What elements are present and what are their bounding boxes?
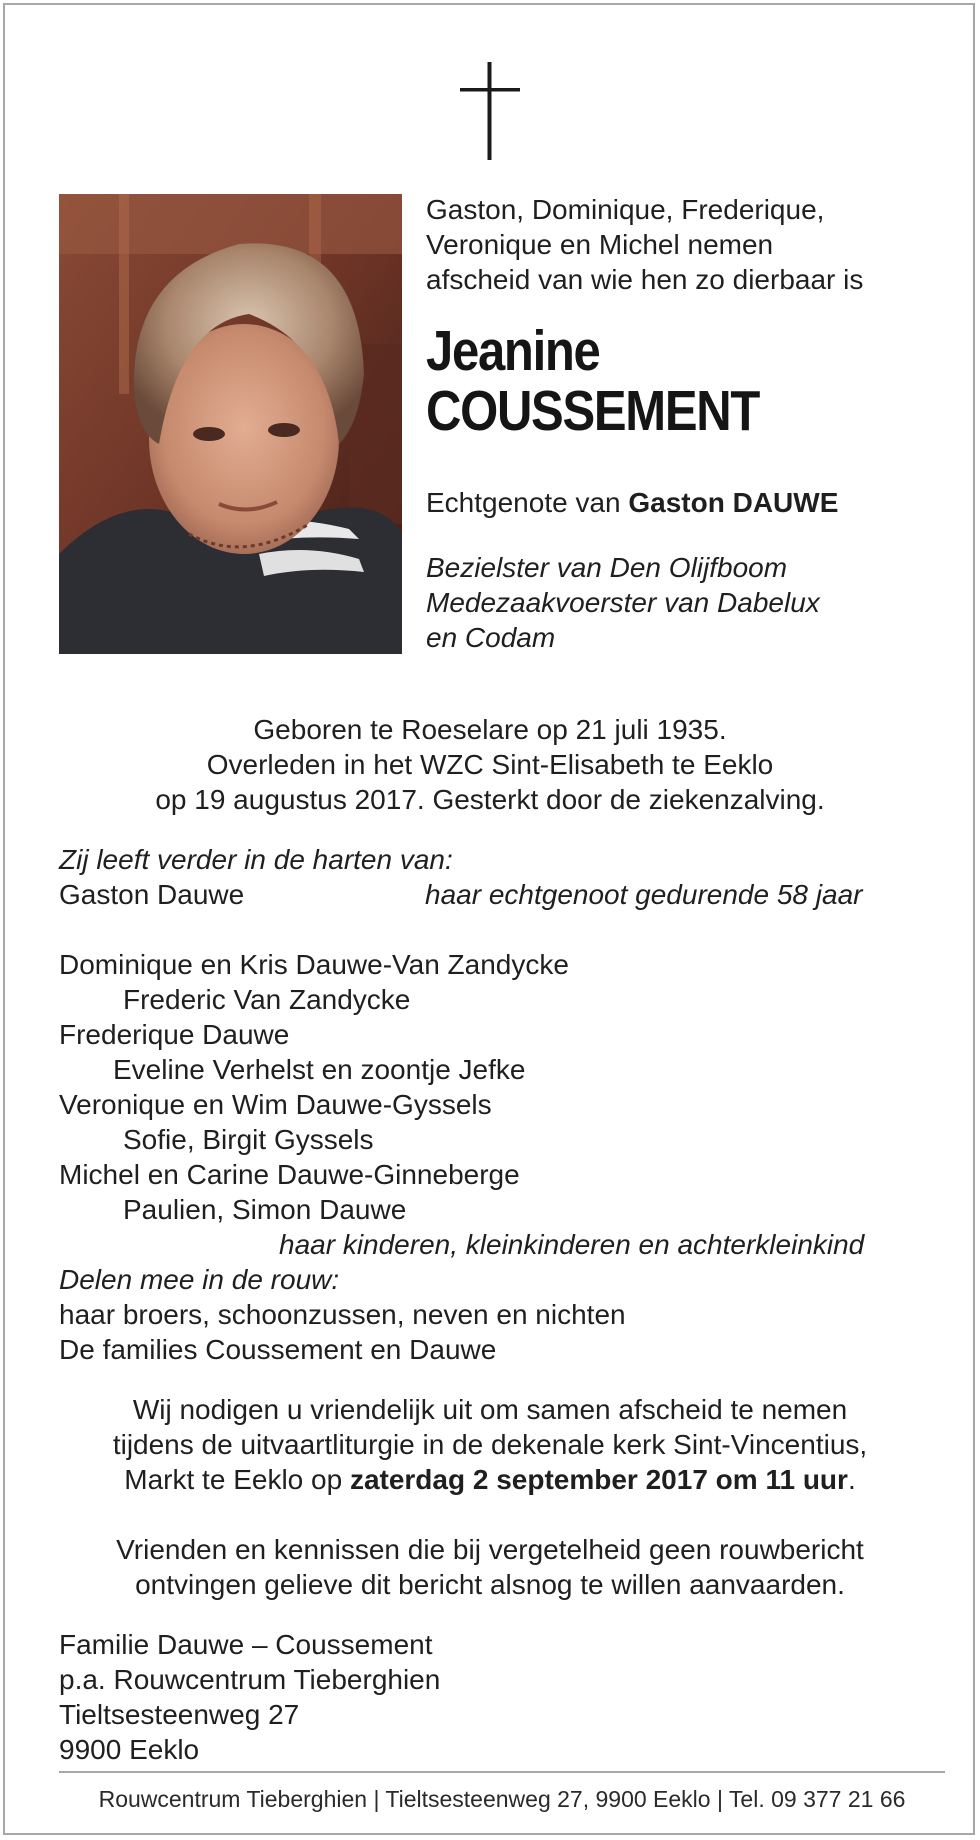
footer: Rouwcentrum Tieberghien | Tieltsesteenweg 27, 9900 Eeklo | Tel. 09 377 21 66 — [98, 1786, 906, 1812]
family-line: Eveline Verhelst en zoontje Jefke — [113, 1054, 526, 1085]
spouse-name: Gaston DAUWE — [628, 487, 839, 518]
share-heading: Delen mee in de rouw: — [59, 1264, 340, 1295]
family-line: Frederique Dauwe — [59, 1019, 290, 1050]
intro-line-1: Gaston, Dominique, Frederique, — [426, 194, 825, 225]
survivors-list — [59, 842, 921, 1367]
friends-note — [59, 1532, 921, 1602]
portrait-photo — [59, 194, 402, 654]
friends-line-1: Vrienden en kennissen die bij vergetelheid geen rouwbericht — [116, 1534, 864, 1565]
husband-name: Gaston Dauwe — [59, 879, 245, 910]
family-line: Sofie, Birgit Gyssels — [123, 1124, 374, 1155]
family-line: Michel en Carine Dauwe-Ginneberge — [59, 1159, 520, 1190]
role-line-1: Bezielster van Den Olijfboom — [426, 552, 788, 583]
family-line: Paulien, Simon Dauwe — [123, 1194, 407, 1225]
address-line-2: p.a. Rouwcentrum Tieberghien — [59, 1664, 441, 1695]
husband-row — [59, 877, 921, 912]
intro-line-2: Veronique en Michel nemen — [426, 229, 774, 260]
footer-divider — [59, 1771, 945, 1773]
birth-line-3: op 19 augustus 2017. Gesterkt door de ziekenzalving. — [155, 784, 825, 815]
cross-icon — [0, 62, 980, 160]
invitation-prefix: Markt te Eeklo op — [124, 1464, 350, 1495]
header-text — [426, 192, 946, 655]
spouse-line — [426, 485, 946, 520]
share-line: De families Coussement en Dauwe — [59, 1334, 497, 1365]
family-line: Veronique en Wim Dauwe-Gyssels — [59, 1089, 492, 1120]
birth-line-1: Geboren te Roeselare op 21 juli 1935. — [253, 714, 727, 745]
address-line-1: Familie Dauwe – Coussement — [59, 1629, 433, 1660]
deceased-first-name: Jeanine — [426, 319, 600, 383]
intro-line-3: afscheid van wie hen zo dierbaar is — [426, 264, 864, 295]
survivors-heading: Zij leeft verder in de harten van: — [59, 844, 453, 875]
spouse-prefix: Echtgenote van — [426, 487, 629, 518]
address-line-4: 9900 Eeklo — [59, 1734, 200, 1765]
birth-death-info — [59, 712, 921, 817]
invitation-line-3 — [59, 1462, 921, 1497]
birth-line-2: Overleden in het WZC Sint-Elisabeth te Eeklo — [206, 749, 774, 780]
funeral-date: zaterdag 2 september 2017 om 11 uur — [349, 1464, 848, 1495]
invitation — [59, 1392, 921, 1497]
role-line-3: en Codam — [426, 622, 556, 653]
family-line: Dominique en Kris Dauwe-Van Zandycke — [59, 949, 569, 980]
share-line: haar broers, schoonzussen, neven en nichten — [59, 1299, 626, 1330]
friends-line-2: ontvingen gelieve dit bericht alsnog te willen aanvaarden. — [135, 1569, 845, 1600]
deceased-last-name: COUSSEMENT — [426, 379, 759, 443]
family-line: Frederic Van Zandycke — [123, 984, 411, 1015]
invitation-suffix: . — [847, 1464, 856, 1495]
deceased-name — [426, 321, 873, 441]
families-role: haar kinderen, kleinkinderen en achterkleinkind — [279, 1229, 865, 1260]
roles — [426, 550, 946, 655]
husband-role: haar echtgenoot gedurende 58 jaar — [425, 879, 863, 910]
contact-address — [59, 1627, 921, 1767]
address-line-3: Tieltsesteenweg 27 — [59, 1699, 300, 1730]
invitation-line-2: tijdens de uitvaartliturgie in de dekenale kerk Sint-Vincentius, — [112, 1429, 868, 1460]
role-line-2: Medezaakvoerster van Dabelux — [426, 587, 820, 618]
invitation-line-1: Wij nodigen u vriendelijk uit om samen afscheid te nemen — [132, 1394, 848, 1425]
